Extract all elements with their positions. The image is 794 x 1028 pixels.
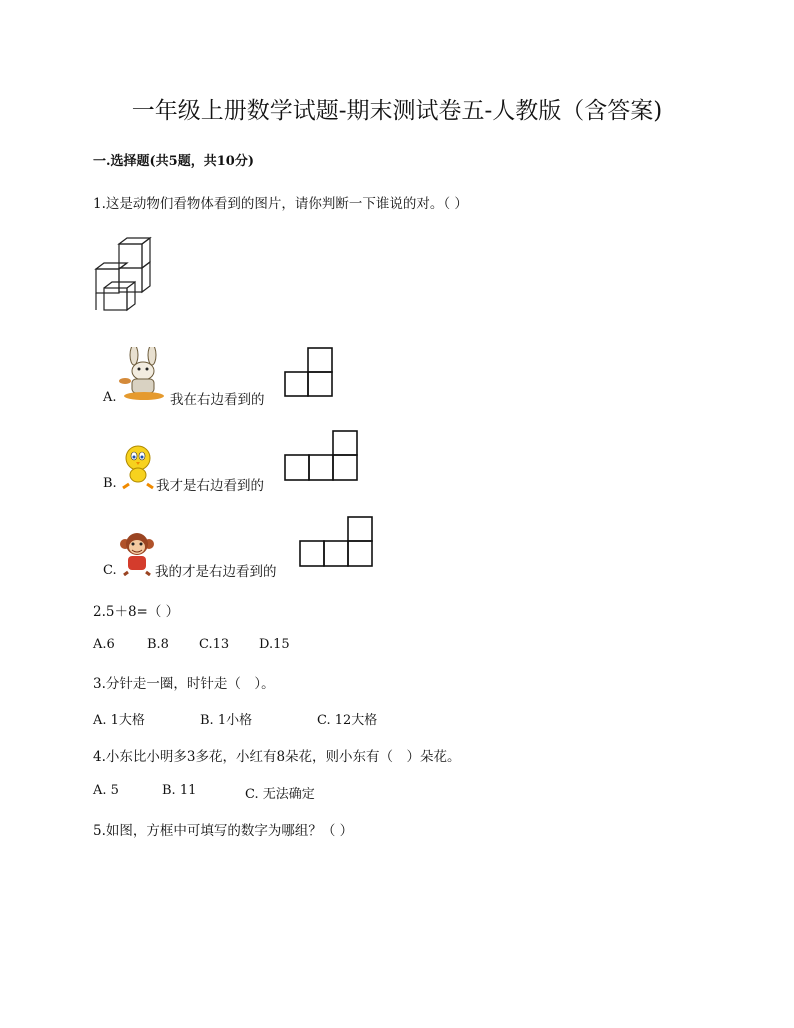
option-a-text: 我在右边看到的 <box>170 392 265 408</box>
question-4-option-b: B. 11 <box>162 783 197 798</box>
question-2-option-b: B.8 <box>147 637 169 652</box>
bird-icon <box>120 444 156 490</box>
option-c-label: C. <box>103 563 117 578</box>
question-3-option-b: B. 1小格 <box>200 713 253 728</box>
question-2-option-c: C.13 <box>199 637 230 652</box>
option-a-label: A. <box>103 390 117 405</box>
question-3-option-c: C. 12大格 <box>317 713 378 728</box>
question-3-option-a: A. 1大格 <box>93 713 145 728</box>
option-b-label: B. <box>103 476 117 491</box>
option-b-text: 我才是右边看到的 <box>156 478 264 494</box>
option-c-view-grid <box>299 516 375 570</box>
question-2-stem: 2.5＋8=（ ） <box>93 604 180 620</box>
section-heading: 一.选择题(共5题，共10分) <box>93 154 254 169</box>
question-2-option-d: D.15 <box>259 637 290 652</box>
question-4-option-a: A. 5 <box>93 783 119 798</box>
option-a-view-grid <box>284 347 334 399</box>
question-4-option-c: C. 无法确定 <box>245 787 315 802</box>
option-c-text: 我的才是右边看到的 <box>155 564 277 580</box>
question-2-option-a: A.6 <box>93 637 115 652</box>
question-1-stem: 1.这是动物们看物体看到的图片，请你判断一下谁说的对。（ ） <box>93 196 468 212</box>
monkey-icon <box>119 530 155 576</box>
cube-figure <box>92 236 154 312</box>
question-4-stem: 4.小东比小明多3多花，小红有8朵花，则小东有（ ）朵花。 <box>93 749 461 765</box>
rabbit-icon <box>118 347 170 401</box>
question-3-stem: 3.分针走一圈，时针走（ ）。 <box>93 676 275 692</box>
option-b-view-grid <box>284 430 360 484</box>
document-title: 一年级上册数学试题-期末测试卷五-人教版（含答案) <box>131 98 663 124</box>
question-5-stem: 5.如图，方框中可填写的数字为哪组？（ ） <box>93 823 354 839</box>
